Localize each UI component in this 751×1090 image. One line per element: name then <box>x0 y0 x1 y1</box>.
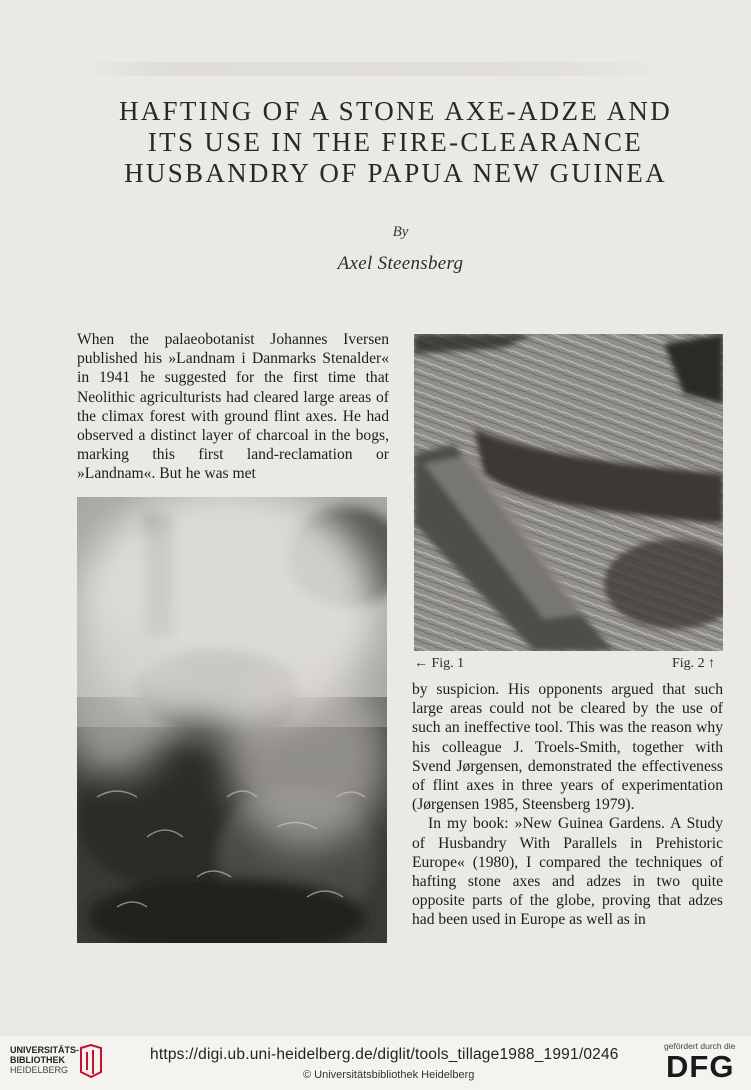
document-url-link[interactable]: https://digi.ub.uni-heidelberg.de/diglit/tools_tillage1988_1991/0246 <box>150 1046 619 1063</box>
library-line: HEIDELBERG <box>10 1065 69 1075</box>
figure-2-photo <box>414 334 723 651</box>
figure-1-caption: ← Fig. 1 <box>414 656 465 671</box>
figure-1-photo <box>77 497 387 943</box>
funding-note: gefördert durch die <box>664 1041 736 1051</box>
article-title <box>40 96 751 189</box>
title-line: ITS USE IN THE FIRE-CLEARANCE <box>147 127 644 157</box>
paragraph-intro <box>77 330 389 484</box>
viewer-footer <box>0 1036 751 1090</box>
copyright-notice: © Universitätsbibliothek Heidelberg <box>303 1069 475 1081</box>
paragraph-continued <box>412 680 723 930</box>
dfg-logo[interactable]: DFG <box>666 1049 735 1084</box>
paragraph-text: by suspicion. His opponents argued that such large areas could not be cleared by the use of such an ineffective tool. This was the reason why his colleague J. Troels-Smith, together with Svend Jørgensen, demonstrated the effectiveness of flint axes in three years of experimentation (Jørgensen 1985, Steensberg 1979). <box>412 681 723 814</box>
bleed-through-text <box>80 62 670 76</box>
library-line: BIBLIOTHEK <box>10 1055 65 1065</box>
paragraph-text: In my book: »New Guinea Gardens. A Study of Husbandry With Parallels in Prehistoric Europe« (1980), I compared the techniques of hafting stone axes and adzes in two quite opposite parts of the globe, proving that adzes had been used in Europe as well as in <box>412 815 723 929</box>
library-logo-icon <box>78 1044 104 1083</box>
byline: By <box>392 224 409 240</box>
figure-2-caption: Fig. 2 ↑ <box>672 656 716 671</box>
title-line: HUSBANDRY OF PAPUA NEW GUINEA <box>124 158 667 188</box>
library-line: UNIVERSITÄTS- <box>10 1045 80 1055</box>
title-line: HAFTING OF A STONE AXE-ADZE AND <box>118 96 673 126</box>
author-name: Axel Steensberg <box>337 253 464 274</box>
paragraph-text: When the palaeobotanist Johannes Iversen published his »Landnam i Danmarks Stenalder« in 1941 he suggested for the first time that Neolithic agriculturists had cleared large areas of the climax forest with ground flint axes. He had observed a distinct layer of charcoal in the bogs, marking this first land-reclamation or »Landnam«. But he was met <box>77 331 389 483</box>
library-name[interactable] <box>10 1045 79 1075</box>
